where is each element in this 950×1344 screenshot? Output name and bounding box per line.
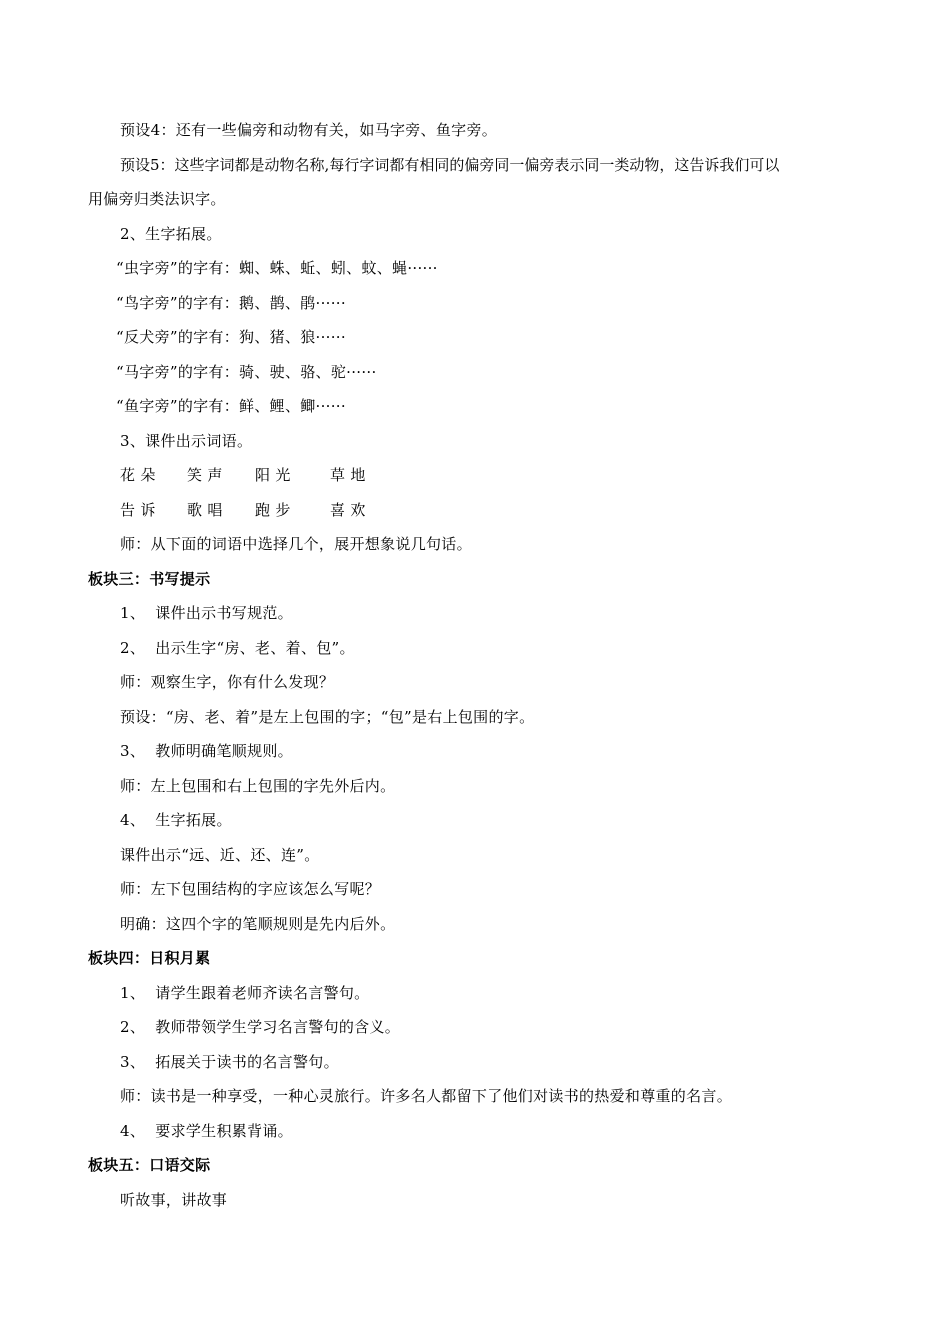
section4-line: 4、 要求学生积累背诵。 [120, 1122, 293, 1140]
word: 歌 唱 [187, 501, 223, 519]
paragraph-preset-5-continuation: 用偏旁归类法识字。 [88, 190, 226, 208]
section-heading-4: 板块四：日积月累 [88, 949, 211, 967]
item-character-expansion: 2、生字拓展。 [120, 225, 222, 243]
section4-line: 师：读书是一种享受，一种心灵旅行。许多名人都留下了他们对读书的热爱和尊重的名言。 [120, 1087, 733, 1105]
paragraph-preset-4: 预设4：还有一些偏旁和动物有关，如马字旁、鱼字旁。 [120, 121, 498, 139]
radical-insect-line: “虫字旁”的字有：蜘、蛛、蚯、蚓、蚊、蝇······ [116, 259, 438, 277]
section3-line: 2、 出示生字“房、老、着、包”。 [120, 639, 355, 657]
radical-horse-line: “马字旁”的字有：骑、驶、骆、驼······ [116, 363, 377, 381]
section3-line: 3、 教师明确笔顺规则。 [120, 742, 293, 760]
section-heading-5: 板块五：口语交际 [88, 1156, 211, 1174]
section3-line: 明确：这四个字的笔顺规则是先内后外。 [120, 915, 396, 933]
item-courseware-words: 3、课件出示词语。 [120, 432, 253, 450]
section3-line: 预设：“房、老、着”是左上包围的字；“包”是右上包围的字。 [120, 708, 535, 726]
radical-bird-line: “鸟字旁”的字有：鹅、鹊、鹃······ [116, 294, 346, 312]
section3-line: 师：左上包围和右上包围的字先外后内。 [120, 777, 396, 795]
word-row-1 [120, 465, 366, 485]
word: 草 地 [330, 466, 366, 484]
section3-line: 4、 生字拓展。 [120, 811, 232, 829]
word: 告 诉 [120, 501, 156, 519]
word: 笑 声 [187, 466, 223, 484]
section4-line: 2、 教师带领学生学习名言警句的含义。 [120, 1018, 401, 1036]
section3-line: 师：左下包围结构的字应该怎么写呢？ [120, 880, 381, 898]
section3-line: 师：观察生字，你有什么发现？ [120, 673, 335, 691]
teacher-instruction: 师：从下面的词语中选择几个，展开想象说几句话。 [120, 535, 472, 553]
word-row-2 [120, 500, 366, 520]
word: 花 朵 [120, 466, 156, 484]
section4-line: 3、 拓展关于读书的名言警句。 [120, 1053, 339, 1071]
section4-line: 1、 请学生跟着老师齐读名言警句。 [120, 984, 370, 1002]
word: 跑 步 [255, 501, 291, 519]
radical-fish-line: “鱼字旁”的字有：鲜、鲤、鲫······ [116, 397, 346, 415]
section5-line: 听故事，讲故事 [120, 1191, 228, 1209]
section3-line: 1、 课件出示书写规范。 [120, 604, 293, 622]
section3-line: 课件出示“远、近、还、连”。 [120, 846, 320, 864]
section-heading-3: 板块三：书写提示 [88, 570, 211, 588]
word: 喜 欢 [330, 501, 366, 519]
word: 阳 光 [255, 466, 291, 484]
radical-dog-line: “反犬旁”的字有：狗、猪、狼······ [116, 328, 346, 346]
paragraph-preset-5: 预设5：这些字词都是动物名称,每行字词都有相同的偏旁同一偏旁表示同一类动物，这告诉我们可以 [120, 156, 780, 174]
